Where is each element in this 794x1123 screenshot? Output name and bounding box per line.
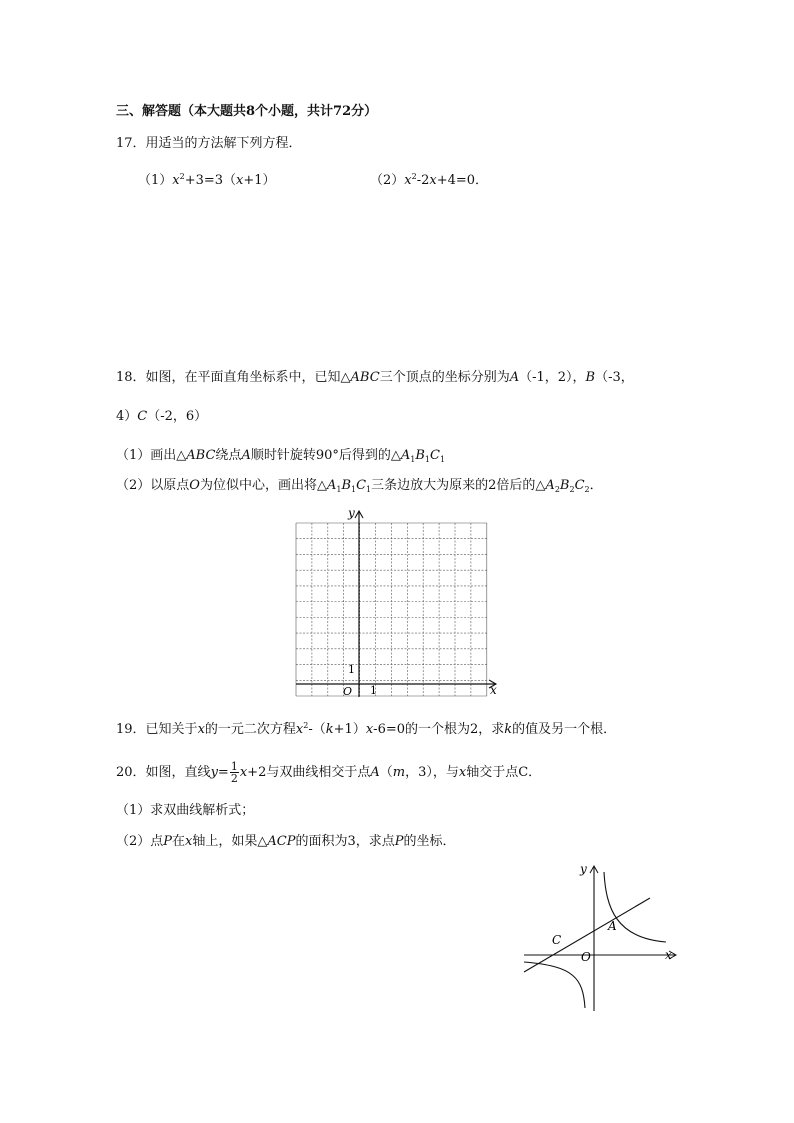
var-a1: A (326, 478, 337, 493)
var-b: B (585, 370, 596, 385)
var-x: x (185, 834, 193, 849)
var-x: x (172, 173, 180, 188)
question-19 (116, 722, 616, 738)
subscript: 1 (424, 455, 431, 464)
question-18-line2 (116, 409, 207, 425)
var-x: x (239, 765, 248, 780)
text: 轴上，如果△ (192, 834, 268, 849)
text: 在 (172, 834, 186, 849)
var-a: A (241, 448, 251, 463)
point-c-label: C (552, 933, 562, 947)
eq-text: +1） (243, 173, 276, 188)
text: 已知关于 (145, 722, 198, 737)
var-a2: A (545, 478, 555, 493)
q19-number: 19． (116, 722, 146, 737)
section-header: 三、解答题（本大题共8个小题，共计72分） (116, 104, 378, 119)
q18-part2 (116, 478, 603, 494)
q17-p2-label: （2） (370, 173, 405, 188)
point-a-label: A (608, 919, 617, 933)
fraction-numerator: 1 (230, 760, 238, 773)
var-m: m (392, 765, 406, 780)
var-a1: A (400, 448, 411, 463)
var-x: x (458, 765, 467, 780)
var-b1: B (341, 478, 351, 493)
exponent: 2 (411, 172, 417, 181)
eq-text: +3=3（ (184, 173, 237, 188)
eq-text: -2 (416, 173, 430, 188)
question-20 (116, 761, 541, 785)
var-b2: B (559, 478, 570, 493)
text: （ (379, 765, 393, 780)
var-acp: ACP (267, 834, 296, 849)
text: （2）点 (116, 834, 164, 849)
eq-text: +4=0． (436, 173, 489, 188)
var-x: x (429, 173, 437, 188)
text: （1）画出△ (116, 448, 187, 463)
text: = (217, 765, 229, 780)
origin-label: O (343, 685, 353, 698)
text: -6=0的一个根为2，求 (373, 722, 505, 737)
q17-stem: 用适当的方法解下列方程． (145, 136, 302, 151)
var-x: x (365, 722, 374, 737)
q17-number: 17． (116, 136, 146, 151)
var-a: A (509, 370, 520, 385)
var-c2: C (574, 478, 585, 493)
var-x: x (236, 173, 244, 188)
var-b1: B (415, 448, 425, 463)
unit-y-label: 1 (348, 663, 355, 676)
var-y: y (210, 765, 218, 780)
text: 的面积为3，求点 (295, 834, 395, 849)
var-c1: C (430, 448, 440, 463)
text: +1） (333, 722, 366, 737)
var-x: x (404, 173, 412, 188)
subscript: 1 (366, 485, 372, 494)
hyperbola-line-figure (518, 858, 688, 1018)
subscript: 2 (584, 485, 590, 494)
unit-x-label: 1 (370, 684, 377, 697)
text: （-3， (595, 370, 634, 385)
text: 如图，直线 (145, 765, 211, 780)
question-17 (116, 136, 302, 152)
coordinate-grid-figure (286, 505, 504, 702)
q17-p1-label: （1） (138, 173, 173, 188)
subscript: 2 (569, 485, 575, 494)
x-axis-label: x (665, 948, 672, 962)
var-x: x (197, 722, 205, 737)
text: 三条边放大为原来的2倍后的△ (371, 478, 546, 493)
text: 的坐标． (403, 834, 456, 849)
text: ． (589, 478, 603, 493)
fraction-denominator: 2 (230, 772, 238, 785)
subscript: 1 (410, 455, 416, 464)
subscript: 1 (351, 485, 357, 494)
q18-number: 18． (116, 370, 146, 385)
x-axis-label: x (490, 683, 497, 697)
text: 如图，在平面直角坐标系中，已知△ (145, 370, 351, 385)
var-o: O (189, 478, 200, 493)
text: 轴交于点C． (466, 765, 542, 780)
text: （-2，6） (147, 409, 208, 424)
var-p: P (394, 834, 404, 849)
text: ，3），与 (405, 765, 459, 780)
text: 4） (116, 409, 138, 424)
q18-part1 (116, 448, 445, 464)
var-x: x (295, 722, 304, 737)
var-abc: ABC (350, 370, 380, 385)
q20-part2 (116, 834, 456, 850)
question-18-line1 (116, 370, 634, 386)
var-a: A (370, 765, 380, 780)
q17-part1 (138, 173, 276, 189)
exponent: 2 (179, 172, 185, 181)
text: 的一元二次方程 (204, 722, 296, 737)
var-k: k (325, 722, 334, 737)
subscript: 1 (336, 485, 342, 494)
text: 绕点 (215, 448, 242, 463)
hyperbola-branch-third-quadrant (524, 962, 585, 1008)
text: +2与双曲线相交于点 (247, 765, 371, 780)
fraction-one-half (230, 761, 239, 784)
exponent: 2 (303, 721, 309, 730)
text: 为位似中心，画出将△ (199, 478, 327, 493)
subscript: 1 (439, 455, 446, 464)
q20-number: 20． (116, 765, 146, 780)
q20-part1: （1）求双曲线解析式； (116, 803, 255, 818)
text: （2）以原点 (116, 478, 190, 493)
text: （-1，2）， (519, 370, 586, 385)
subscript: 2 (554, 485, 560, 494)
text: 顺时针旋转90°后得到的△ (250, 448, 401, 463)
text: 的值及另一个根． (512, 722, 617, 737)
grid-lines (296, 523, 487, 696)
text: -（ (308, 722, 326, 737)
text: 三个顶点的坐标分别为 (379, 370, 510, 385)
var-abc: ABC (186, 448, 216, 463)
q17-part2 (370, 173, 488, 189)
y-axis-label: y (348, 506, 355, 520)
y-axis-label: y (580, 862, 587, 876)
var-c1: C (356, 478, 367, 493)
var-p: P (163, 834, 173, 849)
origin-label: O (581, 950, 591, 964)
var-k: k (504, 722, 513, 737)
var-c: C (137, 409, 148, 424)
